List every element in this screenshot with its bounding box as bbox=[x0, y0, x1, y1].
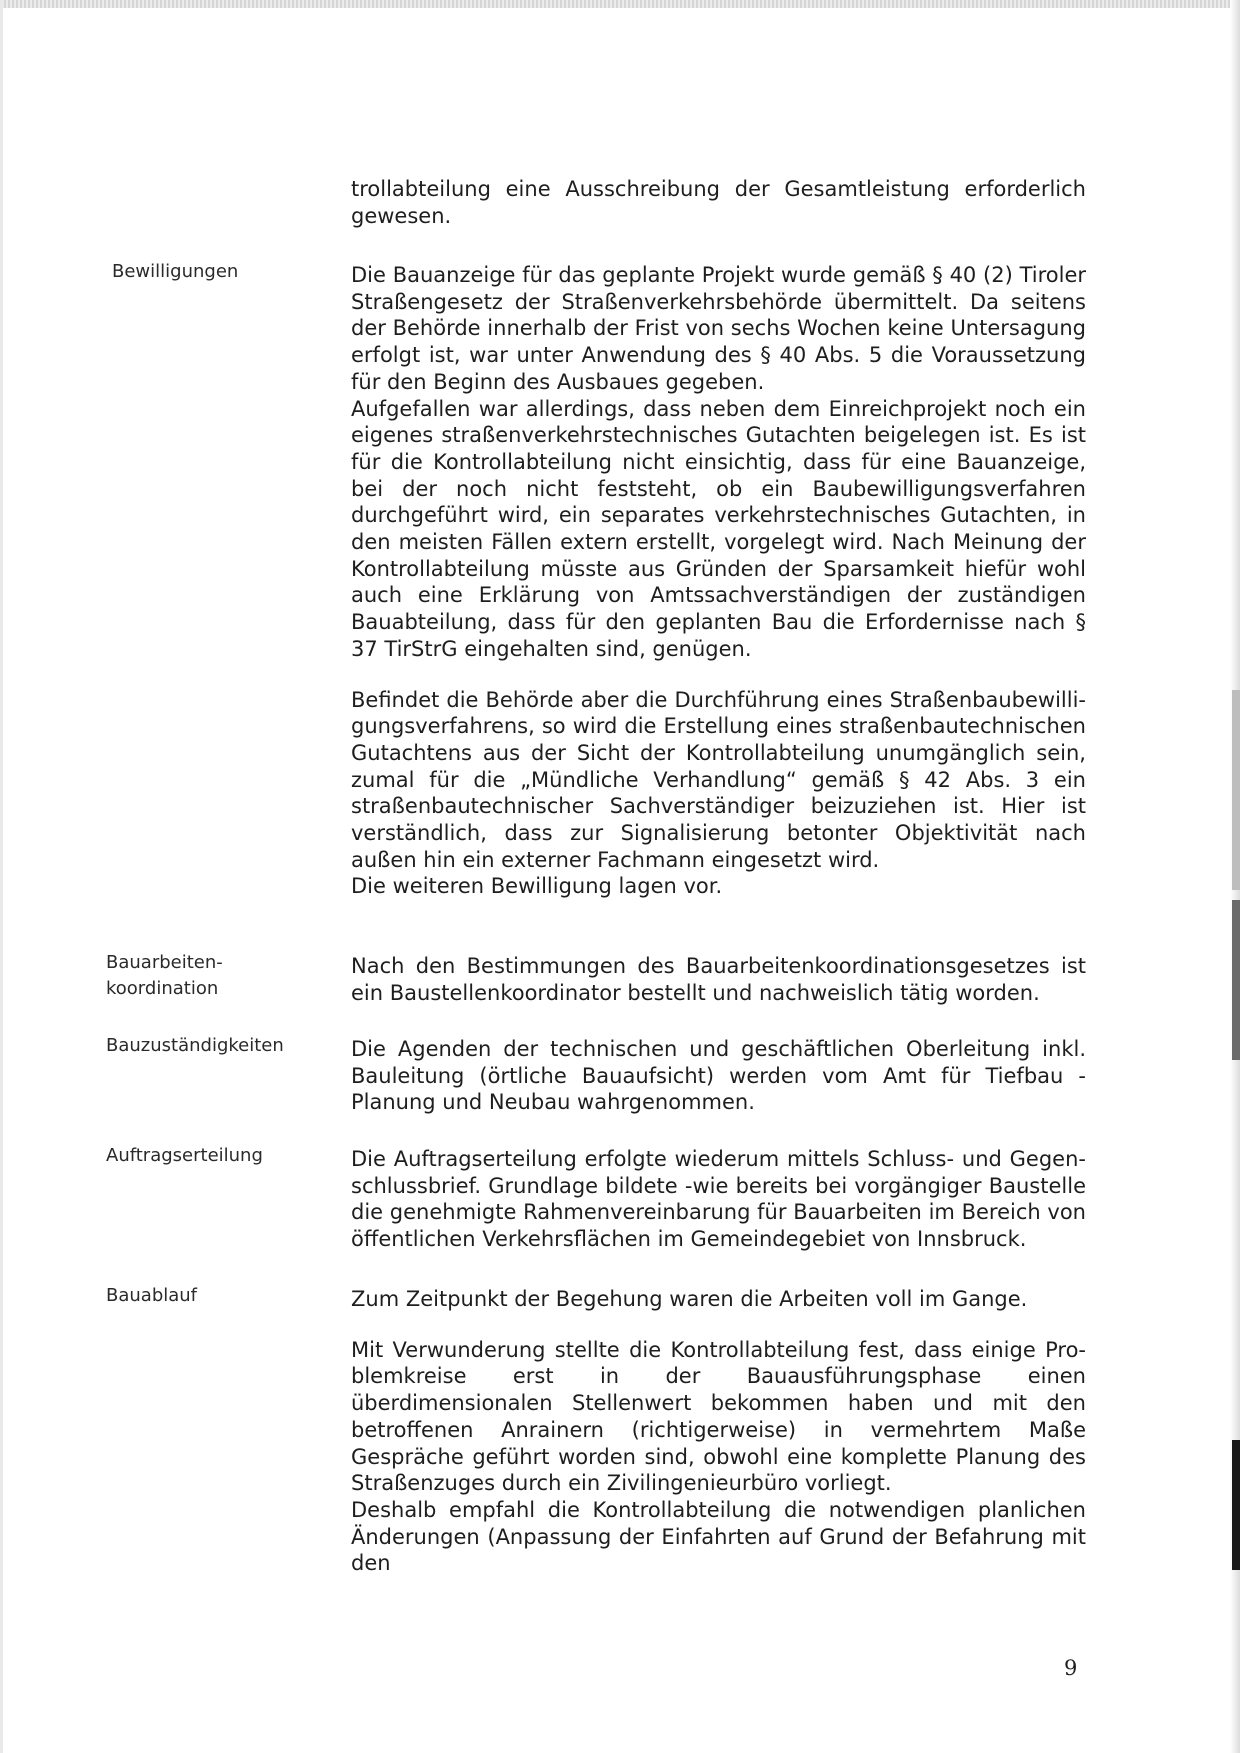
page-number: 9 bbox=[1064, 1656, 1078, 1680]
margin-label-bewilligungen: Bewilligungen bbox=[112, 261, 239, 282]
section-bauzustaendigkeiten bbox=[351, 1036, 1086, 1116]
paragraph: Deshalb empfahl die Kontrollabteilung die notwendigen planlichen Änderungen (Anpassung der Einfahrten auf Grund der Befahrung mit den bbox=[351, 1497, 1086, 1576]
section-bauarbeitenkoordination bbox=[351, 953, 1086, 1006]
margin-label-auftragserteilung: Auftragserteilung bbox=[106, 1145, 263, 1166]
label-line: koordination bbox=[106, 978, 219, 999]
paragraph: trollabteilung eine Ausschreibung der Gesamtleistung erforderlich gewesen. bbox=[351, 177, 1086, 228]
scan-edge-mark bbox=[1232, 690, 1240, 890]
continuation-paragraph bbox=[351, 176, 1086, 229]
paragraph: Befindet die Behörde aber die Durchführung eines Straßenbaubewilligungsverfahrens, so wird die Erstellung eines straßenbautechnischen Gutachtens aus der Sicht der Kontrollabteilung unumgänglich sein, zumal für die „Mündliche Verhandlung“ gemäß § 42 Abs. 3 ein straßenbautechnischer Sachverständiger beizuziehen ist. Hier ist verständlich, dass zur Signalisierung betonter Objektivität nach außen hin ein externer Fachmann eingesetzt wird. bbox=[351, 687, 1086, 872]
margin-label-bauablauf: Bauablauf bbox=[106, 1285, 198, 1306]
paragraph: Zum Zeitpunkt der Begehung waren die Arbeiten voll im Gange. bbox=[351, 1287, 1028, 1311]
scan-edge-mark bbox=[1232, 1440, 1240, 1570]
paragraph: Nach den Bestimmungen des Bauarbeitenkoordinationsgesetzes ist ein Baustellenkoordinator bestellt und nachweislich tätig worden. bbox=[351, 954, 1086, 1005]
section-auftragserteilung bbox=[351, 1146, 1086, 1253]
margin-label-bauarbeitenkoordination bbox=[106, 950, 223, 1002]
section-bauablauf bbox=[351, 1286, 1086, 1577]
paragraph: Die weiteren Bewilligung lagen vor. bbox=[351, 874, 723, 899]
paragraph: Die Bauanzeige für das geplante Projekt wurde gemäß § 40 (2) Tiroler Straßengesetz der Straßenverkehrsbehörde übermittelt. Da seitens der Behörde innerhalb der Frist von sechs Wochen keine Untersagung erfolgt ist, war unter Anwendung des § 40 Abs. 5 die Voraussetzung für den Beginn des Ausbaues gegeben. bbox=[351, 263, 1086, 394]
scan-border-top bbox=[0, 0, 1240, 8]
section-bewilligungen bbox=[351, 262, 1086, 900]
paragraph: Die Auftragserteilung erfolgte wiederum mittels Schluss- und Gegenschlussbrief. Grundlage bildete -wie bereits bei vorgängiger Baustelle die genehmigte Rahmenvereinbarung für Bauarbeiten im Bereich von öffentlichen Verkehrsflächen im Gemeindegebiet von Innsbruck. bbox=[351, 1147, 1086, 1252]
paragraph: Aufgefallen war allerdings, dass neben dem Einreichprojekt noch ein eigenes straßenverkehrstechnisches Gutachten beigelegen ist. Es ist für die Kontrollabteilung nicht einsichtig, dass für eine Bauanzeige, bei der noch nicht feststeht, ob ein Baubewilligungsverfahren durchgeführt wird, ein separates verkehrstechnisches Gutachten, in den meisten Fällen extern erstellt, vorgelegt wird. Nach Meinung der Kontrollabteilung müsste aus Gründen der Sparsamkeit hiefür wohl auch eine Erklärung von Amtssachverständigen der zuständigen Bauabteilung, dass für den geplanten Bau die Erfordernisse nach § 37 TirStrG eingehalten sind, genügen. bbox=[351, 396, 1086, 661]
scan-edge-mark bbox=[1232, 900, 1240, 1060]
paragraph: Mit Verwunderung stellte die Kontrollabteilung fest, dass einige Problemkreise erst in der Bauausführungsphase einen überdimensionalen Stellenwert bekommen haben und mit den betroffenen Anrainern (richtigerweise) in vermehrtem Maße Gespräche geführt worden sind, obwohl eine komplette Planung des Straßenzuges durch ein Zivilingenieurbüro vorliegt. bbox=[351, 1337, 1086, 1496]
margin-label-bauzustaendigkeiten: Bauzuständigkeiten bbox=[106, 1035, 284, 1056]
paragraph: Die Agenden der technischen und geschäftlichen Oberleitung inkl. Bauleitung (örtliche Bauaufsicht) werden vom Amt für Tiefbau - Planung und Neubau wahrgenommen. bbox=[351, 1037, 1086, 1115]
label-line: Bauarbeiten- bbox=[106, 952, 223, 973]
scan-border-left bbox=[0, 0, 3, 1753]
